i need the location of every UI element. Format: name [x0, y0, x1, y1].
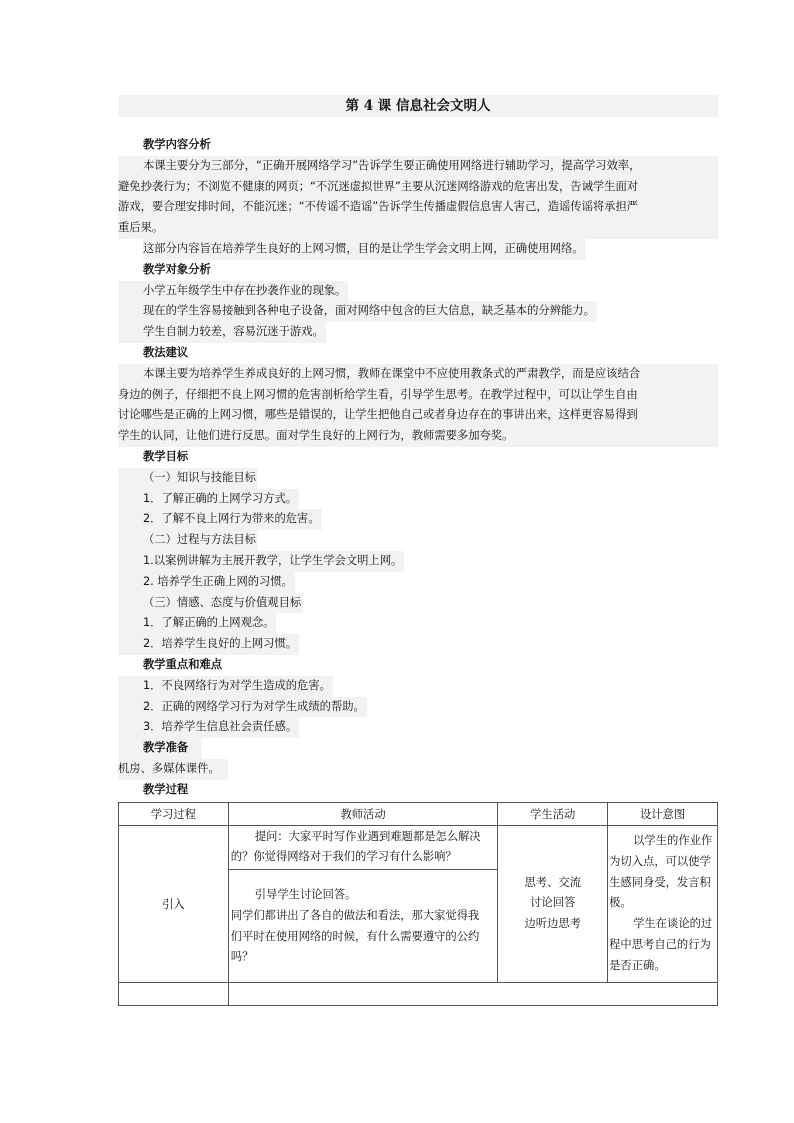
design-intent-cell: [608, 825, 718, 983]
object-line: 小学五年级学生中存在抄袭作业的现象。: [118, 281, 348, 302]
text-line: 同学们都讲出了各自的做法和看法，那大家觉得我: [230, 908, 480, 922]
heading-preparation: 教学准备: [118, 738, 202, 759]
table-row: [119, 983, 718, 1006]
empty-cell: [119, 983, 229, 1006]
paragraph-content-aim: 这部分内容旨在培养学生良好的上网习惯，目的是让学生学会文明上网，正确使用网络。: [143, 239, 586, 260]
teacher-activity-cell: [228, 825, 498, 870]
heading-content-analysis: 教学内容分析: [143, 138, 211, 151]
goal-item: 1.以案例讲解为主展开教学，让学生学会文明上网。: [118, 551, 404, 572]
text-line: 程中思考自己的行为: [609, 937, 711, 951]
text-line: 边听边思考: [524, 917, 581, 931]
text-line: 讨论回答: [530, 896, 576, 910]
lesson-title: 第 4 课 信息社会文明人: [118, 95, 718, 117]
text-line: 提问：大家平时写作业遇到难题都是怎么解决: [254, 829, 481, 843]
goal-item: 2．培养学生良好的上网习惯。: [118, 634, 299, 655]
goal-item: 1．了解正确的上网学习方式。: [118, 489, 299, 510]
text-line: 本课主要分为三部分，“正确开展网络学习”告诉学生要正确使用网络进行辅助学习，提高学习效率，: [143, 158, 641, 172]
goal-subheading: （二）过程与方法目标: [118, 530, 258, 551]
text-line: 游戏，要合理安排时间，不能沉迷；“不传谣不造谣”告诉学生传播虚假信息害人害己，造谣传谣将承担严: [118, 200, 639, 214]
text-line: 生感同身受，发言积: [609, 875, 711, 889]
object-line: 学生自制力较差，容易沉迷于游戏。: [118, 322, 326, 343]
text-line: 吗？: [230, 950, 254, 964]
goal-item: 2. 培养学生正确上网的习惯。: [118, 572, 295, 593]
table-header: 学习过程: [119, 802, 229, 825]
text-line: 避免抄袭行为；不浏览不健康的网页；“不沉迷虚拟世界”主要从沉迷网络游戏的危害出发，告诫学生面对: [118, 179, 639, 193]
table-header: 学生活动: [498, 802, 608, 825]
heading-process: 教学过程: [143, 782, 189, 796]
teacher-activity-cell: [228, 870, 498, 983]
heading-method: 教法建议: [143, 345, 189, 359]
text-line: 本课主要为培养学生养成良好的上网习惯，教师在课堂中不应使用教条式的严肃教学，而是应该结合: [143, 366, 641, 380]
text-line: 是否正确。: [609, 958, 666, 972]
student-activity-cell: [498, 825, 608, 983]
paragraph-method: [118, 364, 718, 447]
text-line: 思考、交流: [524, 875, 581, 889]
process-table: [118, 802, 718, 1007]
goal-item: 1．了解正确的上网观念。: [118, 613, 276, 634]
key-item: 2．正确的网络学习行为对学生成绩的帮助。: [118, 697, 367, 718]
empty-cell: [228, 983, 717, 1006]
goal-subheading: （三）情感、态度与价值观目标: [118, 593, 303, 614]
goal-subheading: （一）知识与技能目标: [118, 468, 258, 489]
text-line: 为切入点，可以使学: [609, 854, 711, 868]
document-page: [118, 95, 718, 1006]
goal-item: 2．了解不良上网行为带来的危害。: [118, 509, 322, 530]
text-line: 重后果。: [118, 221, 164, 235]
key-item: 3．培养学生信息社会责任感。: [118, 717, 299, 738]
text-line: 身边的例子，仔细把不良上网习惯的危害剖析给学生看，引导学生思考。在教学过程中，可以让学生自由: [118, 387, 638, 401]
text-line: 以学生的作业作: [633, 834, 713, 847]
table-header: 教师活动: [228, 802, 498, 825]
text-line: 讨论哪些是正确的上网习惯，哪些是错误的，让学生把他自己或者身边存在的事讲出来，这样更容易得到: [118, 408, 638, 422]
paragraph-content-analysis: [118, 156, 718, 239]
text-line: 学生的认同，让他们进行反思。面对学生良好的上网行为，教师需要多加夸奖。: [118, 429, 514, 443]
heading-object-analysis: 教学对象分析: [143, 262, 211, 276]
heading-goals: 教学目标: [143, 449, 189, 463]
table-row: [119, 825, 718, 870]
key-item: 1．不良网络行为对学生造成的危害。: [118, 676, 333, 697]
text-line: 极。: [609, 896, 632, 910]
text-line: 们平时在使用网络的时候，有什么需要遵守的公约: [230, 929, 480, 943]
preparation-line: 机房、多媒体课件。: [118, 759, 228, 780]
object-line: 现在的学生容易接触到各种电子设备，面对网络中包含的巨大信息，缺乏基本的分辨能力。: [118, 301, 597, 322]
stage-cell: 引入: [119, 825, 229, 983]
table-header-row: [119, 802, 718, 825]
heading-key-points: 教学重点和难点: [143, 657, 223, 671]
text-line: 的？你觉得网络对于我们的学习有什么影响？: [230, 850, 457, 864]
text-line: 学生在谈论的过: [633, 917, 713, 931]
text-line: 引导学生讨论回答。: [254, 888, 357, 901]
table-header: 设计意图: [608, 802, 718, 825]
